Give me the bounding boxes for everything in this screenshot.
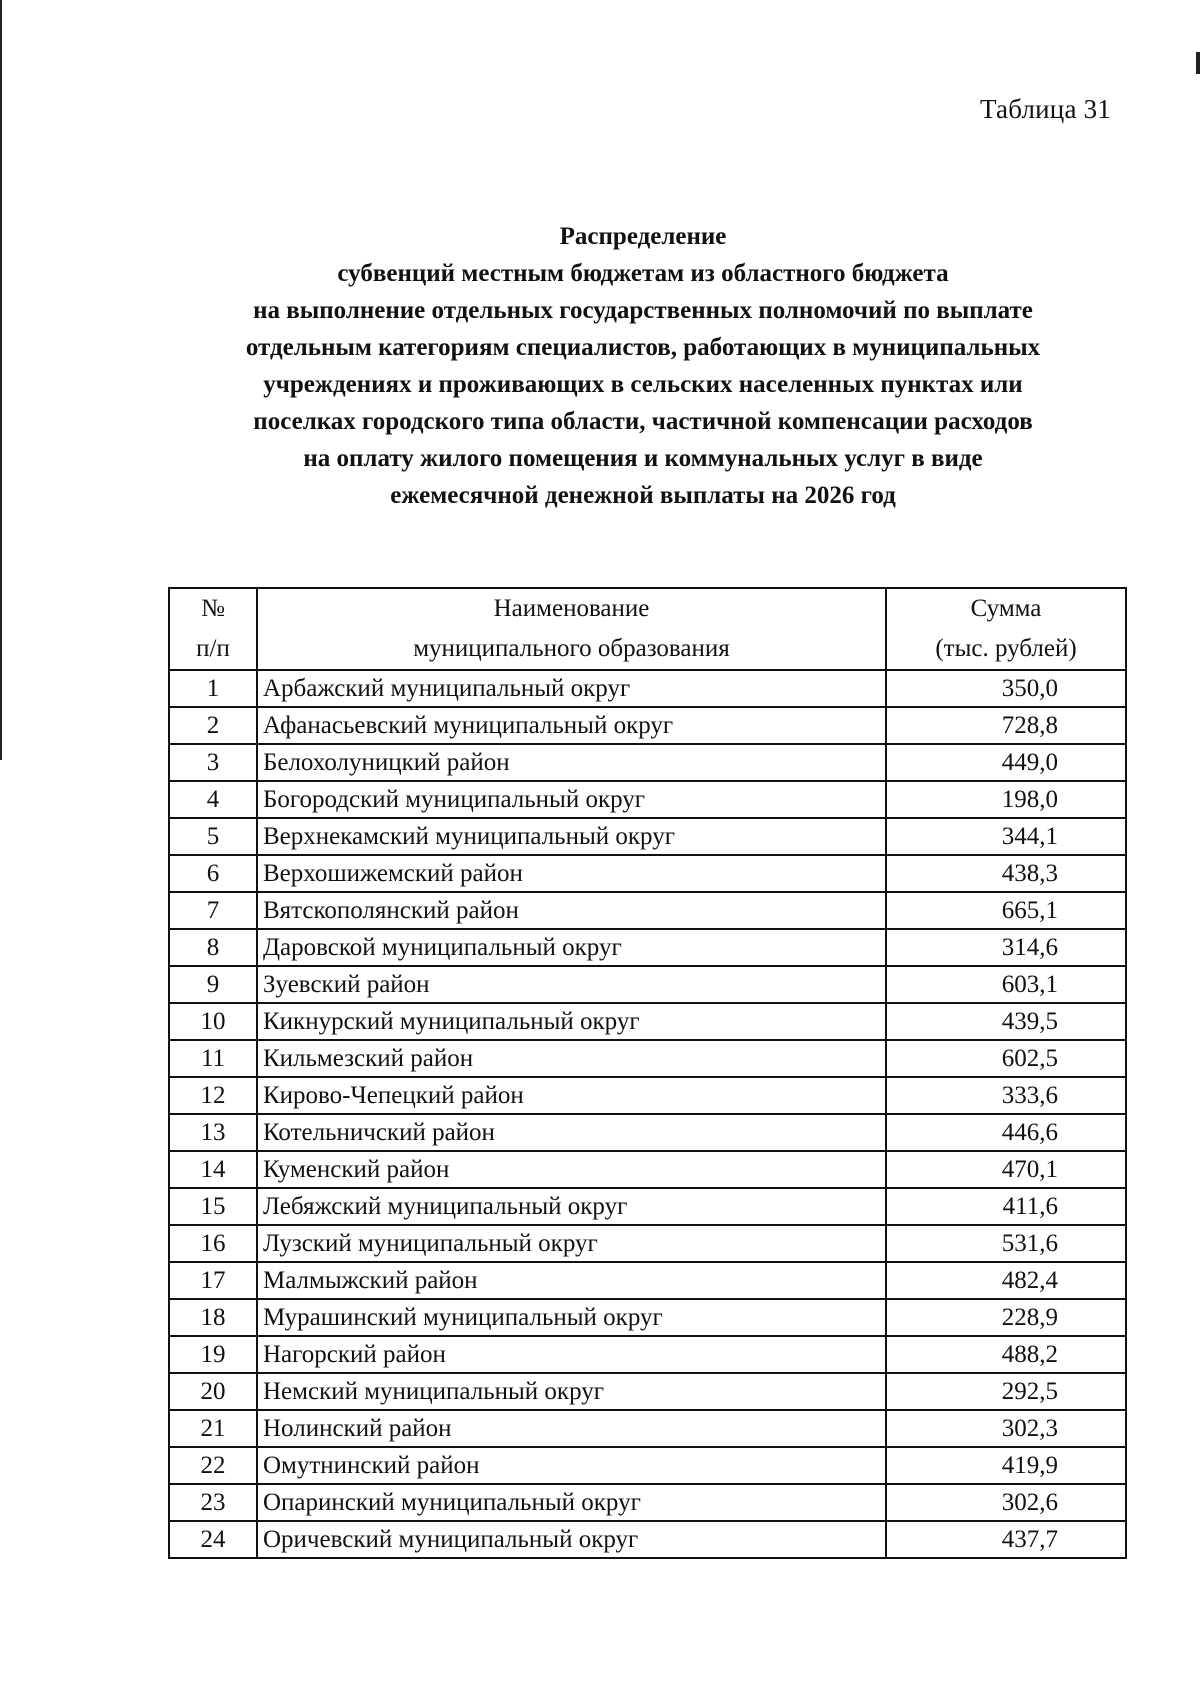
table-row — [169, 707, 1126, 744]
row-municipality-name: Афанасьевский муниципальный округ — [257, 707, 886, 744]
row-number: 15 — [169, 1188, 257, 1225]
header-name — [257, 588, 886, 670]
table-row — [169, 1151, 1126, 1188]
header-row — [169, 588, 1126, 670]
scan-edge-right — [1196, 52, 1200, 74]
row-amount: 302,3 — [886, 1410, 1126, 1447]
row-municipality-name: Верхошижемский район — [257, 855, 886, 892]
row-municipality-name: Белохолуницкий район — [257, 744, 886, 781]
row-number: 6 — [169, 855, 257, 892]
row-municipality-name: Мурашинский муниципальный округ — [257, 1299, 886, 1336]
row-amount: 198,0 — [886, 781, 1126, 818]
row-number: 7 — [169, 892, 257, 929]
row-number: 24 — [169, 1521, 257, 1558]
row-number: 13 — [169, 1114, 257, 1151]
table-row — [169, 744, 1126, 781]
row-amount: 292,5 — [886, 1373, 1126, 1410]
table-row — [169, 892, 1126, 929]
row-number: 18 — [169, 1299, 257, 1336]
row-number: 5 — [169, 818, 257, 855]
row-amount: 482,4 — [886, 1262, 1126, 1299]
row-amount: 603,1 — [886, 966, 1126, 1003]
row-number: 12 — [169, 1077, 257, 1114]
row-amount: 419,9 — [886, 1447, 1126, 1484]
row-amount: 449,0 — [886, 744, 1126, 781]
row-number: 4 — [169, 781, 257, 818]
row-municipality-name: Даровской муниципальный округ — [257, 929, 886, 966]
row-municipality-name: Кикнурский муниципальный округ — [257, 1003, 886, 1040]
row-amount: 228,9 — [886, 1299, 1126, 1336]
table-row — [169, 1521, 1126, 1558]
title-line: субвенций местным бюджетам из областного бюджета — [337, 260, 949, 287]
row-number: 3 — [169, 744, 257, 781]
table-header — [169, 588, 1126, 670]
row-number: 19 — [169, 1336, 257, 1373]
row-amount: 446,6 — [886, 1114, 1126, 1151]
row-municipality-name: Нагорский район — [257, 1336, 886, 1373]
row-amount: 438,3 — [886, 855, 1126, 892]
row-amount: 411,6 — [886, 1188, 1126, 1225]
header-name-line: муниципального образования — [413, 635, 730, 662]
row-number: 17 — [169, 1262, 257, 1299]
scan-edge-left — [0, 0, 2, 760]
table-row — [169, 966, 1126, 1003]
title-line: на выполнение отдельных государственных полномочий по выплате — [253, 297, 1033, 324]
row-number: 8 — [169, 929, 257, 966]
row-municipality-name: Лебяжский муниципальный округ — [257, 1188, 886, 1225]
row-municipality-name: Кирово-Чепецкий район — [257, 1077, 886, 1114]
header-name-line: Наименование — [493, 595, 650, 622]
title-line: Распределение — [559, 223, 727, 250]
row-number: 16 — [169, 1225, 257, 1262]
row-municipality-name: Кильмезский район — [257, 1040, 886, 1077]
row-amount: 333,6 — [886, 1077, 1126, 1114]
row-amount: 665,1 — [886, 892, 1126, 929]
row-number: 11 — [169, 1040, 257, 1077]
table-row — [169, 781, 1126, 818]
title-line: поселках городского типа области, частичной компенсации расходов — [253, 408, 1033, 435]
row-municipality-name: Малмыжский район — [257, 1262, 886, 1299]
header-sum-line: Сумма — [970, 595, 1042, 622]
table-row — [169, 1188, 1126, 1225]
row-amount: 602,5 — [886, 1040, 1126, 1077]
table-row — [169, 929, 1126, 966]
row-number: 20 — [169, 1373, 257, 1410]
table-row — [169, 1410, 1126, 1447]
table-row — [169, 1447, 1126, 1484]
table-row — [169, 1225, 1126, 1262]
row-number: 21 — [169, 1410, 257, 1447]
row-amount: 531,6 — [886, 1225, 1126, 1262]
row-number: 10 — [169, 1003, 257, 1040]
header-num — [169, 588, 257, 670]
row-municipality-name: Лузский муниципальный округ — [257, 1225, 886, 1262]
row-municipality-name: Котельничский район — [257, 1114, 886, 1151]
table-row — [169, 670, 1126, 707]
table-row — [169, 1262, 1126, 1299]
row-number: 1 — [169, 670, 257, 707]
table-number-label: Таблица 31 — [980, 94, 1111, 124]
row-municipality-name: Верхнекамский муниципальный округ — [257, 818, 886, 855]
header-num-line: п/п — [196, 635, 230, 662]
row-amount: 350,0 — [886, 670, 1126, 707]
row-amount: 302,6 — [886, 1484, 1126, 1521]
table-row — [169, 1336, 1126, 1373]
table-row — [169, 855, 1126, 892]
row-number: 23 — [169, 1484, 257, 1521]
row-municipality-name: Вятскополянский район — [257, 892, 886, 929]
row-amount: 488,2 — [886, 1336, 1126, 1373]
title-line: на оплату жилого помещения и коммунальных услуг в виде — [303, 445, 983, 472]
row-municipality-name: Арбажский муниципальный округ — [257, 670, 886, 707]
row-municipality-name: Куменский район — [257, 1151, 886, 1188]
row-municipality-name: Зуевский район — [257, 966, 886, 1003]
table-row — [169, 818, 1126, 855]
header-num-line: № — [201, 595, 225, 622]
row-municipality-name: Опаринский муниципальный округ — [257, 1484, 886, 1521]
subvention-table — [168, 587, 1127, 1559]
title-line: учреждениях и проживающих в сельских населенных пунктах или — [263, 371, 1023, 398]
table-row — [169, 1484, 1126, 1521]
table-body — [169, 670, 1126, 1558]
table-row — [169, 1040, 1126, 1077]
row-number: 2 — [169, 707, 257, 744]
row-amount: 314,6 — [886, 929, 1126, 966]
table-row — [169, 1299, 1126, 1336]
table-row — [169, 1077, 1126, 1114]
row-number: 14 — [169, 1151, 257, 1188]
row-amount: 344,1 — [886, 818, 1126, 855]
table-row — [169, 1003, 1126, 1040]
document-title — [120, 218, 1166, 514]
row-number: 9 — [169, 966, 257, 1003]
row-amount: 728,8 — [886, 707, 1126, 744]
title-line: ежемесячной денежной выплаты на 2026 год — [390, 482, 896, 509]
row-amount: 470,1 — [886, 1151, 1126, 1188]
header-sum-line: (тыс. рублей) — [935, 635, 1077, 662]
row-number: 22 — [169, 1447, 257, 1484]
header-sum — [886, 588, 1126, 670]
title-line: отдельным категориям специалистов, работающих в муниципальных — [245, 334, 1041, 361]
table-row — [169, 1114, 1126, 1151]
table-row — [169, 1373, 1126, 1410]
row-amount: 439,5 — [886, 1003, 1126, 1040]
row-municipality-name: Нолинский район — [257, 1410, 886, 1447]
row-amount: 437,7 — [886, 1521, 1126, 1558]
row-municipality-name: Омутнинский район — [257, 1447, 886, 1484]
row-municipality-name: Немский муниципальный округ — [257, 1373, 886, 1410]
row-municipality-name: Оричевский муниципальный округ — [257, 1521, 886, 1558]
row-municipality-name: Богородский муниципальный округ — [257, 781, 886, 818]
